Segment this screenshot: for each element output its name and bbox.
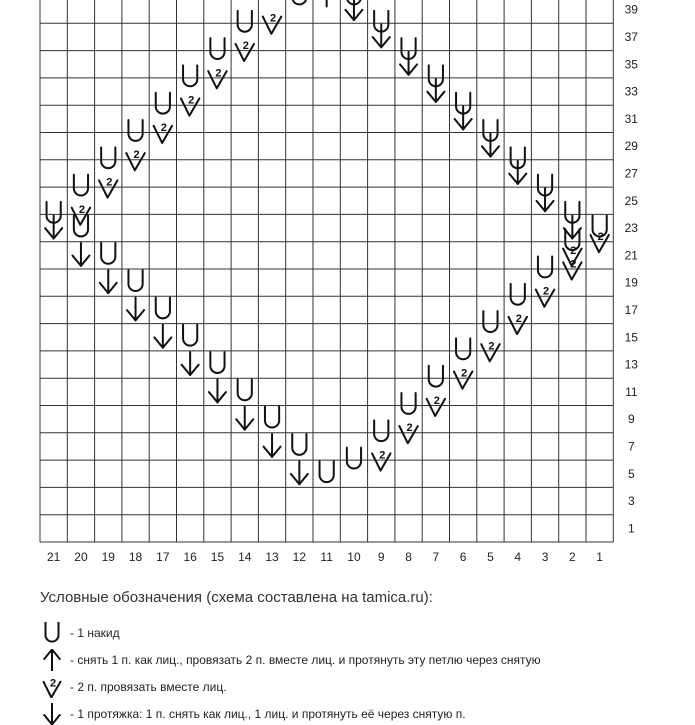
column-label: 19 <box>101 550 115 564</box>
row-label: 13 <box>624 357 638 372</box>
stitch-yo-icon <box>183 325 197 346</box>
stitch-yo-icon <box>511 284 525 305</box>
stitch-k2tog-icon <box>126 149 144 170</box>
column-label: 9 <box>377 550 385 564</box>
stitch-yo-icon <box>320 461 334 482</box>
stitch-yo-icon <box>265 407 279 428</box>
svg-text:2: 2 <box>242 40 249 53</box>
svg-text:2: 2 <box>515 313 522 326</box>
stitch-yo-icon <box>401 393 415 414</box>
stitch-yo-icon <box>429 366 443 387</box>
stitch-skp-icon <box>236 407 253 430</box>
stitch-k2tog-icon <box>563 258 581 279</box>
stitch-k2tog-icon <box>208 67 226 88</box>
row-label: 39 <box>624 2 638 17</box>
column-label: 20 <box>74 550 88 564</box>
svg-text:2: 2 <box>570 244 577 257</box>
legend-s2kp-icon <box>40 649 64 671</box>
stitch-yo-icon <box>210 38 224 59</box>
stitch-skp-icon <box>345 0 362 20</box>
legend-title: Условные обозначения (схема составлена на tamica.ru): <box>40 589 433 606</box>
stitch-yo-icon <box>210 352 224 373</box>
column-label: 16 <box>183 550 197 564</box>
stitch-skp-icon <box>264 434 281 457</box>
column-label: 17 <box>156 550 170 564</box>
column-label: 21 <box>46 550 61 564</box>
legend-item-k2tog <box>40 676 227 698</box>
row-label: 7 <box>627 439 635 454</box>
row-label: 3 <box>627 494 635 509</box>
column-label: 8 <box>405 550 412 564</box>
stitch-yo-icon <box>538 257 552 278</box>
stitch-k2tog-icon <box>454 368 472 389</box>
svg-text:2: 2 <box>78 203 86 216</box>
stitch-yo-icon <box>292 0 306 4</box>
row-label: 31 <box>624 111 638 126</box>
row-label: 25 <box>624 193 638 208</box>
stitch-k2tog-icon <box>427 395 445 416</box>
svg-text:2: 2 <box>570 258 577 271</box>
stitch-skp-icon <box>182 352 199 375</box>
svg-text:2: 2 <box>106 176 113 189</box>
column-label: 3 <box>541 550 549 564</box>
stitch-yo-icon <box>128 270 142 291</box>
column-label: 5 <box>487 550 494 564</box>
stitch-k2tog-icon <box>399 422 417 443</box>
svg-text:2: 2 <box>269 12 277 25</box>
legend-item-s2kp <box>40 649 541 671</box>
row-label: 9 <box>627 412 635 427</box>
stitch-yo-icon <box>101 243 115 264</box>
row-label: 19 <box>624 275 638 290</box>
stitch-skp-icon <box>154 325 171 348</box>
stitch-skp-icon <box>72 243 89 266</box>
row-label: 27 <box>624 166 638 181</box>
stitch-k2tog-icon <box>372 450 390 471</box>
row-label: 35 <box>624 57 638 72</box>
svg-text:2: 2 <box>433 394 440 407</box>
column-label: 14 <box>238 550 252 564</box>
svg-text:2: 2 <box>597 231 604 244</box>
svg-text:2: 2 <box>406 422 413 435</box>
grid-lines <box>40 0 613 542</box>
stitch-k2tog-icon <box>509 313 527 334</box>
column-label: 1 <box>596 550 603 564</box>
stitch-yo-icon <box>292 434 306 455</box>
stitch-yo-icon <box>347 448 361 469</box>
legend-text: - 1 протяжка: 1 п. снять как лиц., 1 лиц. и протянуть её через снятую п. <box>70 707 466 721</box>
column-label: 10 <box>347 550 361 564</box>
svg-text:2: 2 <box>160 121 167 134</box>
stitch-k2tog-icon <box>181 95 199 116</box>
stitch-yo-icon <box>74 216 88 237</box>
stitch-yo-icon <box>238 379 252 400</box>
stitch-yo-icon <box>456 338 470 359</box>
legend-text: - 2 п. провязать вместе лиц. <box>70 680 227 694</box>
row-label: 23 <box>624 221 638 236</box>
column-label: 6 <box>459 550 467 564</box>
stitch-yo-icon <box>101 147 115 168</box>
stitch-yo-icon <box>128 120 142 141</box>
row-label: 15 <box>624 330 638 345</box>
svg-text:2: 2 <box>542 285 550 298</box>
row-label: 21 <box>624 248 638 263</box>
svg-text:2: 2 <box>461 367 468 380</box>
legend-item-yo <box>40 622 120 644</box>
row-label: 17 <box>624 302 638 317</box>
stitch-skp-icon <box>127 297 144 320</box>
svg-text:2: 2 <box>188 94 195 107</box>
stitch-yo-icon <box>156 93 170 114</box>
column-label: 13 <box>265 550 279 564</box>
svg-text:2: 2 <box>215 67 222 80</box>
stitch-k2tog-icon <box>263 13 281 34</box>
legend-yo-icon <box>40 622 64 644</box>
column-label: 4 <box>514 550 522 564</box>
legend-skp-icon <box>40 703 64 725</box>
stitch-s2kp-icon <box>318 0 335 6</box>
row-label: 33 <box>624 84 638 99</box>
stitch-skp-icon <box>100 270 117 293</box>
stitch-yo-icon <box>483 311 497 332</box>
stitch-yo-icon <box>156 297 170 318</box>
stitch-k2tog-icon <box>536 286 554 307</box>
stitch-k2tog-icon <box>481 340 499 361</box>
svg-text:2: 2 <box>133 149 140 162</box>
svg-text:2: 2 <box>49 677 57 690</box>
svg-text:2: 2 <box>379 449 386 462</box>
row-label: 1 <box>627 521 635 536</box>
stitch-k2tog-icon <box>236 40 254 61</box>
stitch-k2tog-icon <box>99 177 117 198</box>
column-label: 7 <box>432 550 440 564</box>
row-label: 37 <box>624 29 638 44</box>
column-label: 11 <box>320 550 333 564</box>
column-label: 18 <box>128 550 143 564</box>
column-label: 12 <box>292 550 307 564</box>
row-label: 11 <box>625 384 638 399</box>
stitch-yo-icon <box>238 11 252 32</box>
stitch-k2tog-icon <box>154 122 172 143</box>
legend-text: - 1 накид <box>70 626 120 640</box>
stitch-yo-icon <box>374 420 388 441</box>
legend-k2tog-icon <box>40 676 64 698</box>
row-label: 5 <box>627 466 635 481</box>
svg-text:2: 2 <box>488 340 495 353</box>
stitch-yo-icon <box>183 65 197 86</box>
column-label: 15 <box>210 550 225 564</box>
stitch-skp-icon <box>209 379 226 402</box>
legend-item-skp <box>40 703 466 725</box>
stitch-k2tog-icon <box>590 231 608 252</box>
stitch-skp-icon <box>291 461 308 484</box>
column-label: 2 <box>569 550 576 564</box>
stitch-yo-icon <box>74 175 88 196</box>
legend-text: - снять 1 п. как лиц., провязать 2 п. вместе лиц. и протянуть эту петлю через снятую <box>70 653 541 667</box>
row-label: 29 <box>624 139 638 154</box>
